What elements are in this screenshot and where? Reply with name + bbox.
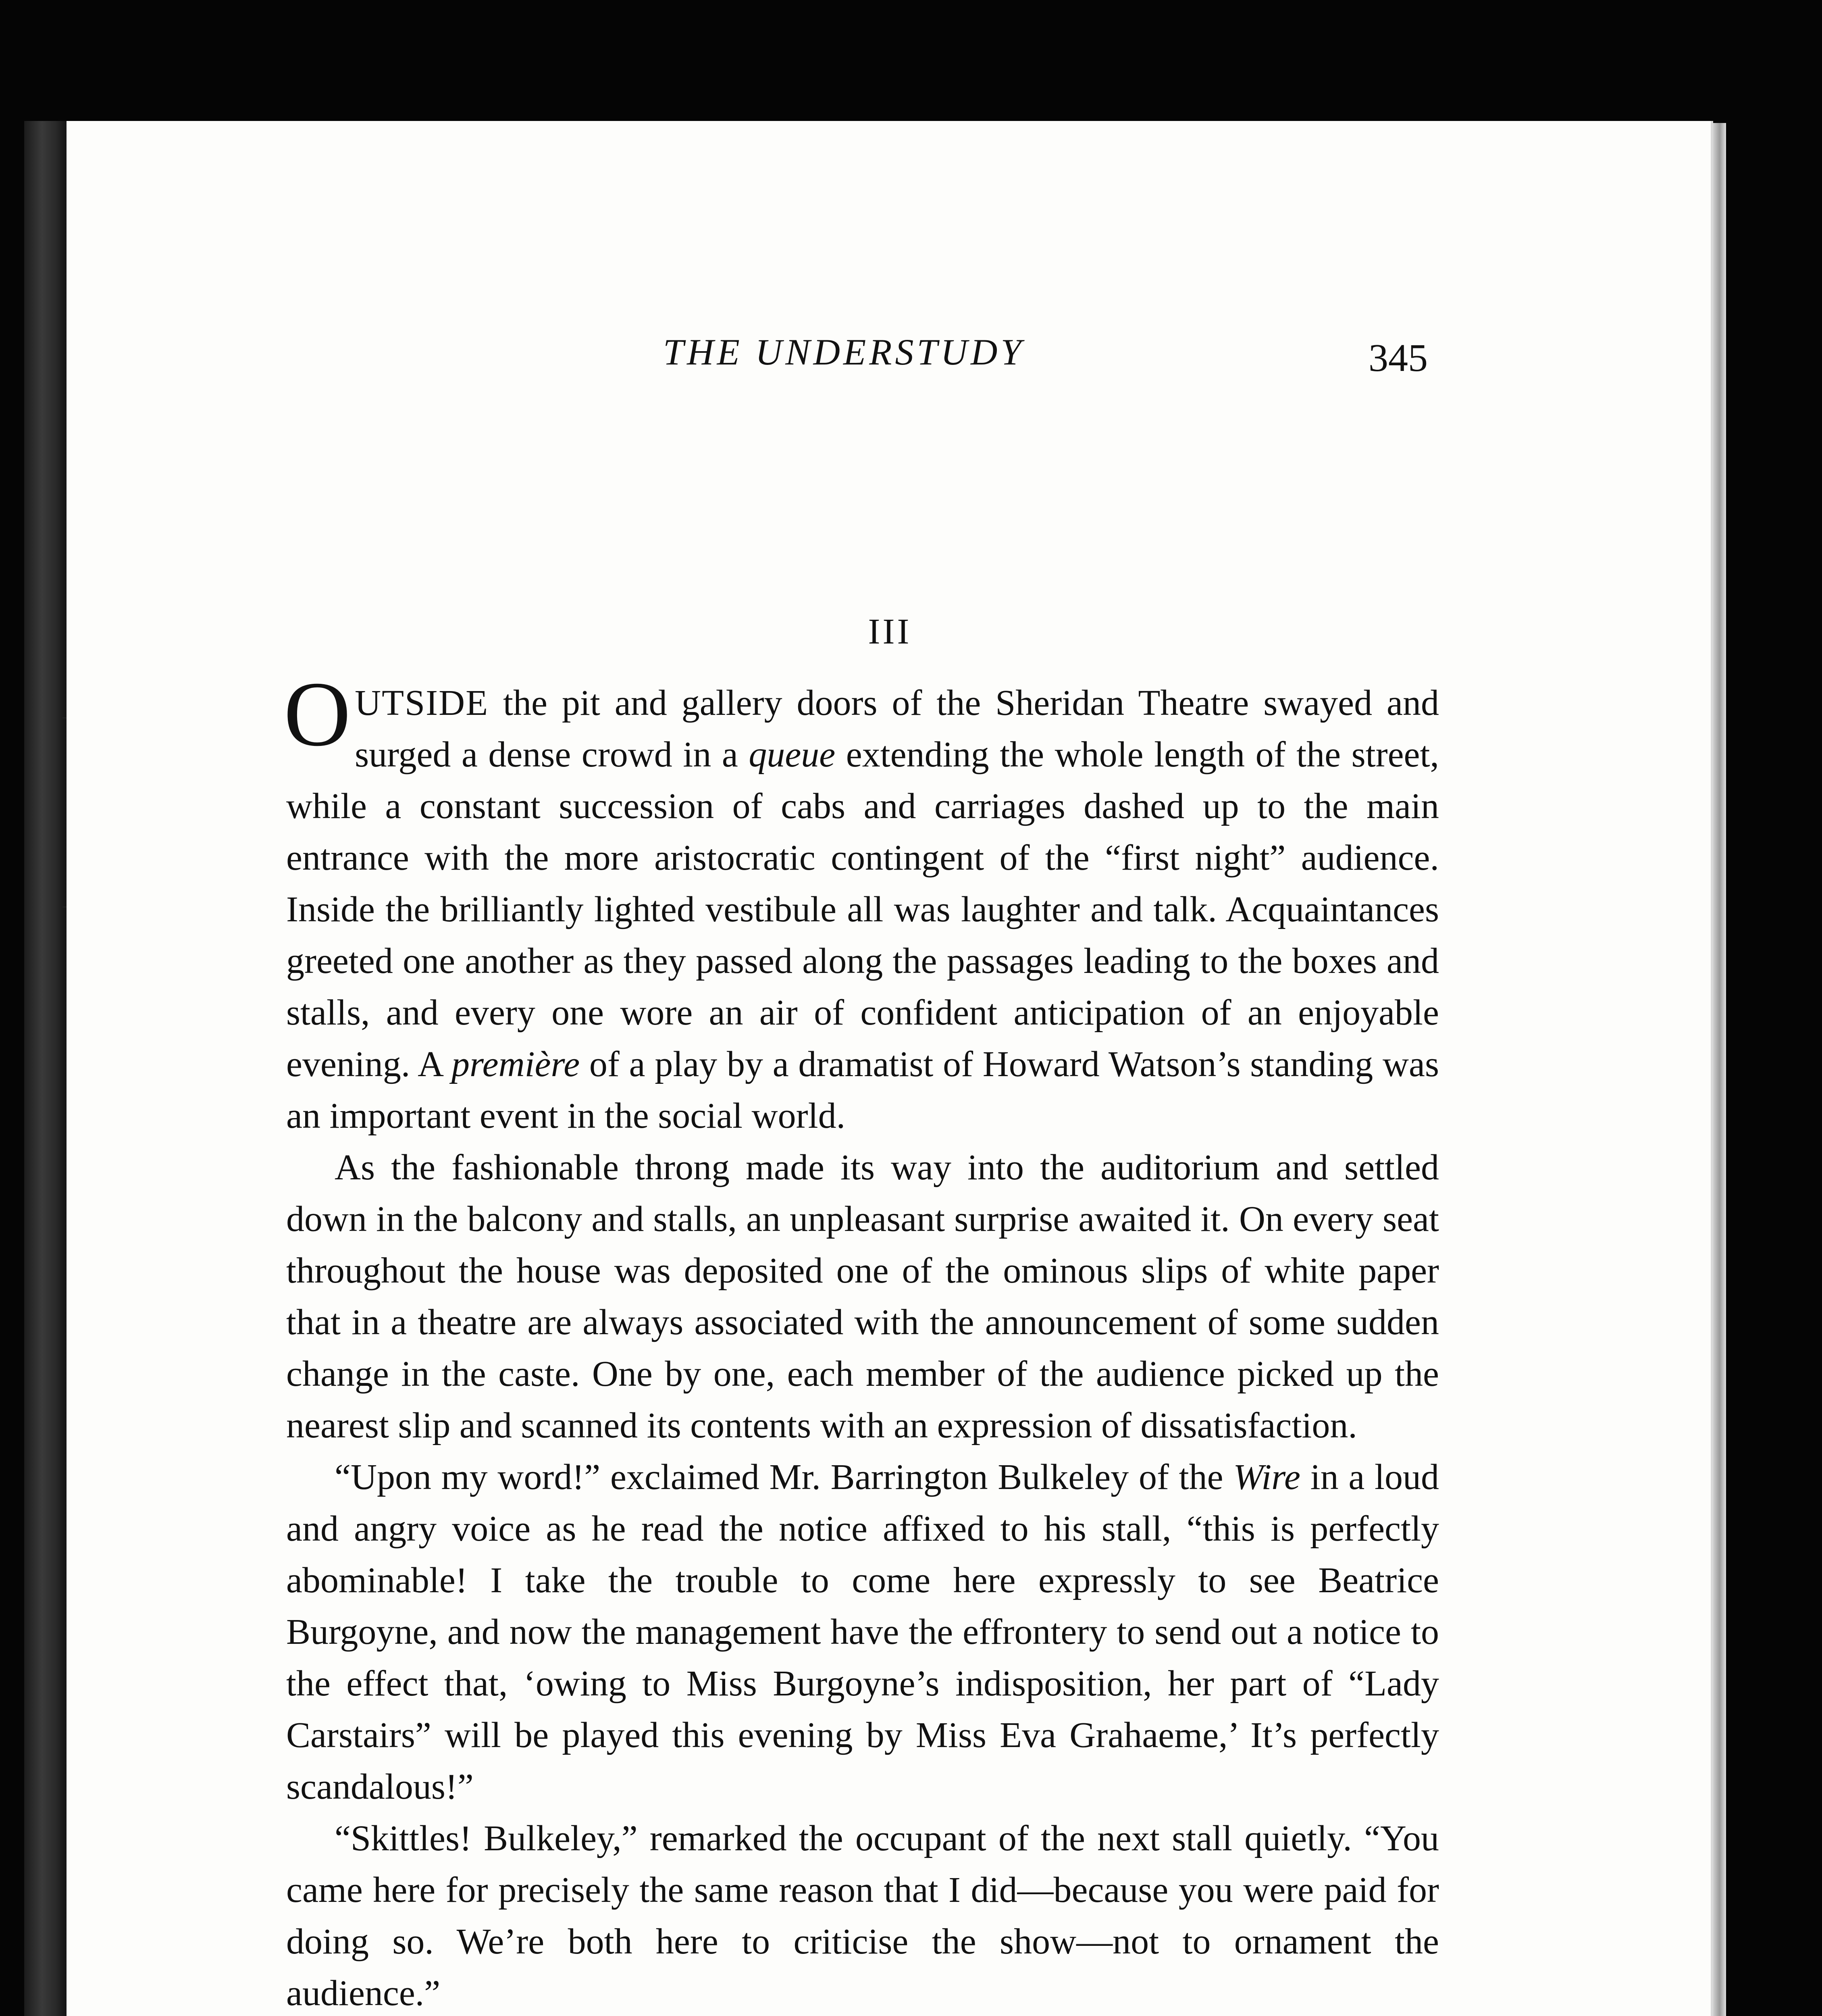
book-page (67, 121, 1713, 2016)
page-header (67, 331, 1713, 379)
text-run: “Upon my word!” exclaimed Mr. Barrington Bulkeley of the (335, 1457, 1233, 1497)
italic-word: queue (749, 735, 836, 775)
italic-word: première (451, 1044, 580, 1084)
chapter-number: III (868, 612, 912, 652)
italic-word: Wire (1233, 1457, 1300, 1497)
text-run: extending the whole length of the street, while a constant succession of cabs and carriages dashed up to the main entrance with the more aristocratic contingent of the “first night” audience. Inside the brilliantly lighted vestibule all was laughter and talk. Acquaintances greeted one another as they passed along the passages leading to the boxes and stalls, and every one wore an air of confident anticipation of an enjoyable evening. A (286, 735, 1439, 1084)
book-spine-edge (24, 121, 69, 2016)
running-title: THE UNDERSTUDY (663, 331, 1025, 373)
paragraph-3 (286, 1452, 1439, 1813)
drop-cap: O (284, 662, 351, 765)
lead-word: UTSIDE (355, 683, 489, 723)
page-edge (1713, 123, 1726, 2016)
text-run: in a loud and angry voice as he read the notice affixed to his stall, “this is perfectly abominable! I take the trouble to come here expressly to see Beatrice Burgoyne, and now the management have the effrontery to send out a notice to the effect that, ‘owing to Miss Burgoyne’s indisposition, her part of “Lady Carstairs” will be played this evening by Miss Eva Grahaeme,’ It’s perfectly scandalous!” (286, 1457, 1439, 1807)
page-number: 345 (1369, 336, 1428, 380)
paragraph-1 (284, 662, 1439, 1142)
paragraph-4: “Skittles! Bulkeley,” remarked the occupant of the next stall quietly. “You came here for precisely the same reason that I did—because you were paid for doing so. We’re both here to criticise the show—not to ornament the audience.” (286, 1818, 1439, 2013)
body-text (284, 662, 1439, 2016)
text-run: of a play by a dramatist of Howard Watson’s standing was an important event in the social world. (286, 1044, 1439, 1136)
paragraph-2: As the fashionable throng made its way into the auditorium and settled down in the balcony and stalls, an unpleasant surprise awaited it. On every seat throughout the house was deposited one of the ominous slips of white paper that in a theatre are always associated with the announcement of some sudden change in the caste. One by one, each member of the audience picked up the nearest slip and scanned its contents with an expression of dissatisfaction. (286, 1148, 1439, 1445)
text-run: the pit and gallery doors of the Sheridan Theatre swayed and surged a dense crowd in a (355, 683, 1439, 775)
